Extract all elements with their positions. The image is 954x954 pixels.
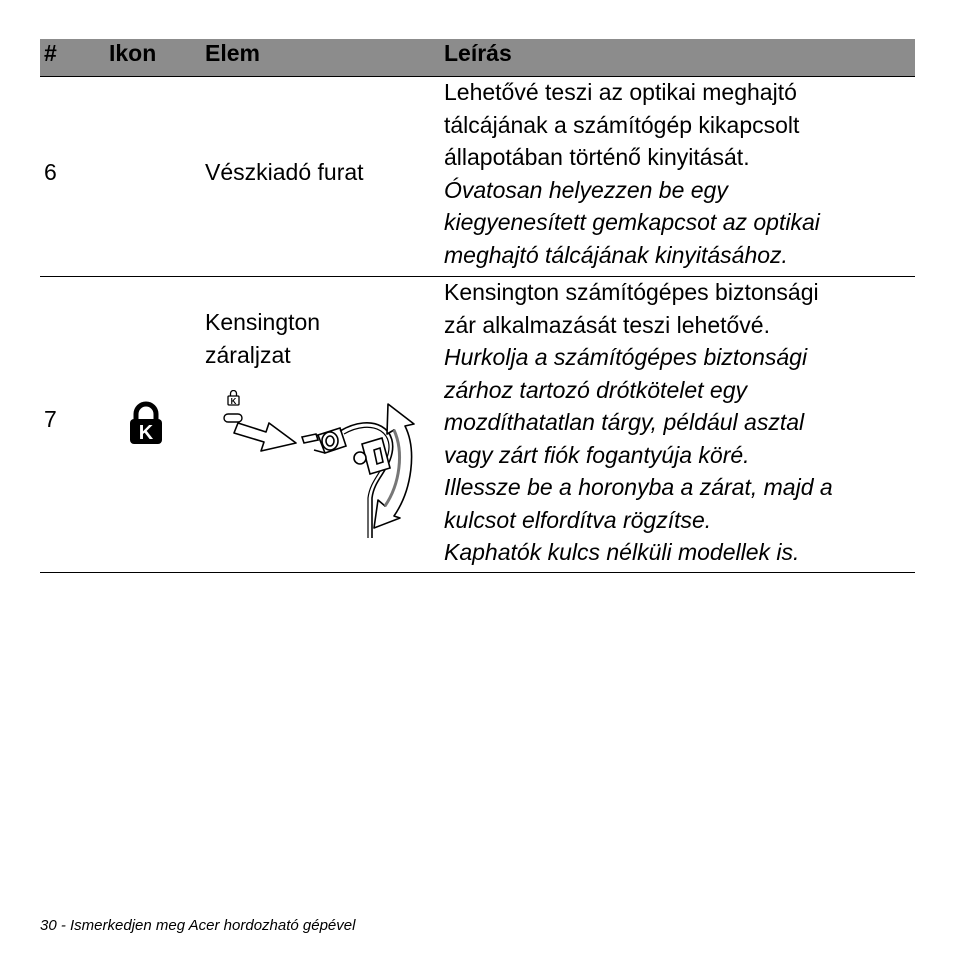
lock-body bbox=[302, 428, 346, 453]
item-description bbox=[444, 276, 833, 569]
lock-insertion-illustration bbox=[222, 390, 417, 540]
description-note-line: Kaphatók kulcs nélküli modellek is. bbox=[444, 539, 800, 565]
description-note-line: Óvatosan helyezzen be egy bbox=[444, 176, 728, 203]
item-name-line: Kensington bbox=[205, 309, 321, 335]
description-note-line: Illessze be a horonyba a zárat, majd a bbox=[444, 474, 833, 500]
item-name bbox=[205, 156, 364, 189]
item-name bbox=[205, 306, 320, 371]
description-line: tálcájának a számítógép kikapcsolt bbox=[444, 111, 800, 138]
feature-table bbox=[40, 39, 915, 573]
description-line: zár alkalmazását teszi lehetővé. bbox=[444, 311, 770, 338]
description-note-line: zárhoz tartozó drótkötelet egy bbox=[444, 376, 747, 403]
page-footer: 30 - Ismerkedjen meg Acer hordozható gépével bbox=[40, 917, 356, 934]
item-description bbox=[444, 76, 820, 271]
header-icon: Ikon bbox=[109, 40, 157, 66]
description-note-line: kiegyenesített gemkapcsot az optikai bbox=[444, 209, 820, 235]
kensington-lock-icon bbox=[129, 401, 163, 445]
header-number: # bbox=[44, 40, 57, 66]
description-note-line: mozdíthatatlan tárgy, például asztal bbox=[444, 409, 805, 435]
description-line: Kensington számítógépes biztonsági bbox=[444, 279, 819, 305]
row-number: 7 bbox=[44, 406, 57, 432]
key bbox=[354, 438, 390, 474]
description-line: állapotában történő kinyitását. bbox=[444, 144, 750, 170]
description-note-line: vagy zárt fiók fogantyúja köré. bbox=[444, 441, 750, 468]
description-line: Lehetővé teszi az optikai meghajtó bbox=[444, 79, 797, 105]
item-name-line: Vészkiadó furat bbox=[205, 159, 364, 185]
item-name-line: záraljzat bbox=[205, 341, 291, 368]
svg-text:K: K bbox=[138, 422, 154, 444]
header-item: Elem bbox=[205, 40, 260, 66]
table-header-row bbox=[40, 39, 915, 77]
table-row bbox=[40, 277, 915, 573]
slot-lock-symbol bbox=[228, 391, 239, 407]
table-row bbox=[40, 77, 915, 277]
svg-text:K: K bbox=[230, 397, 237, 406]
header-description: Leírás bbox=[444, 40, 512, 66]
description-note-line: kulcsot elfordítva rögzítse. bbox=[444, 506, 712, 533]
description-note-line: Hurkolja a számítógépes biztonsági bbox=[444, 344, 808, 370]
row-number: 6 bbox=[44, 159, 57, 185]
description-note-line: meghajtó tálcájának kinyitásához. bbox=[444, 241, 788, 268]
